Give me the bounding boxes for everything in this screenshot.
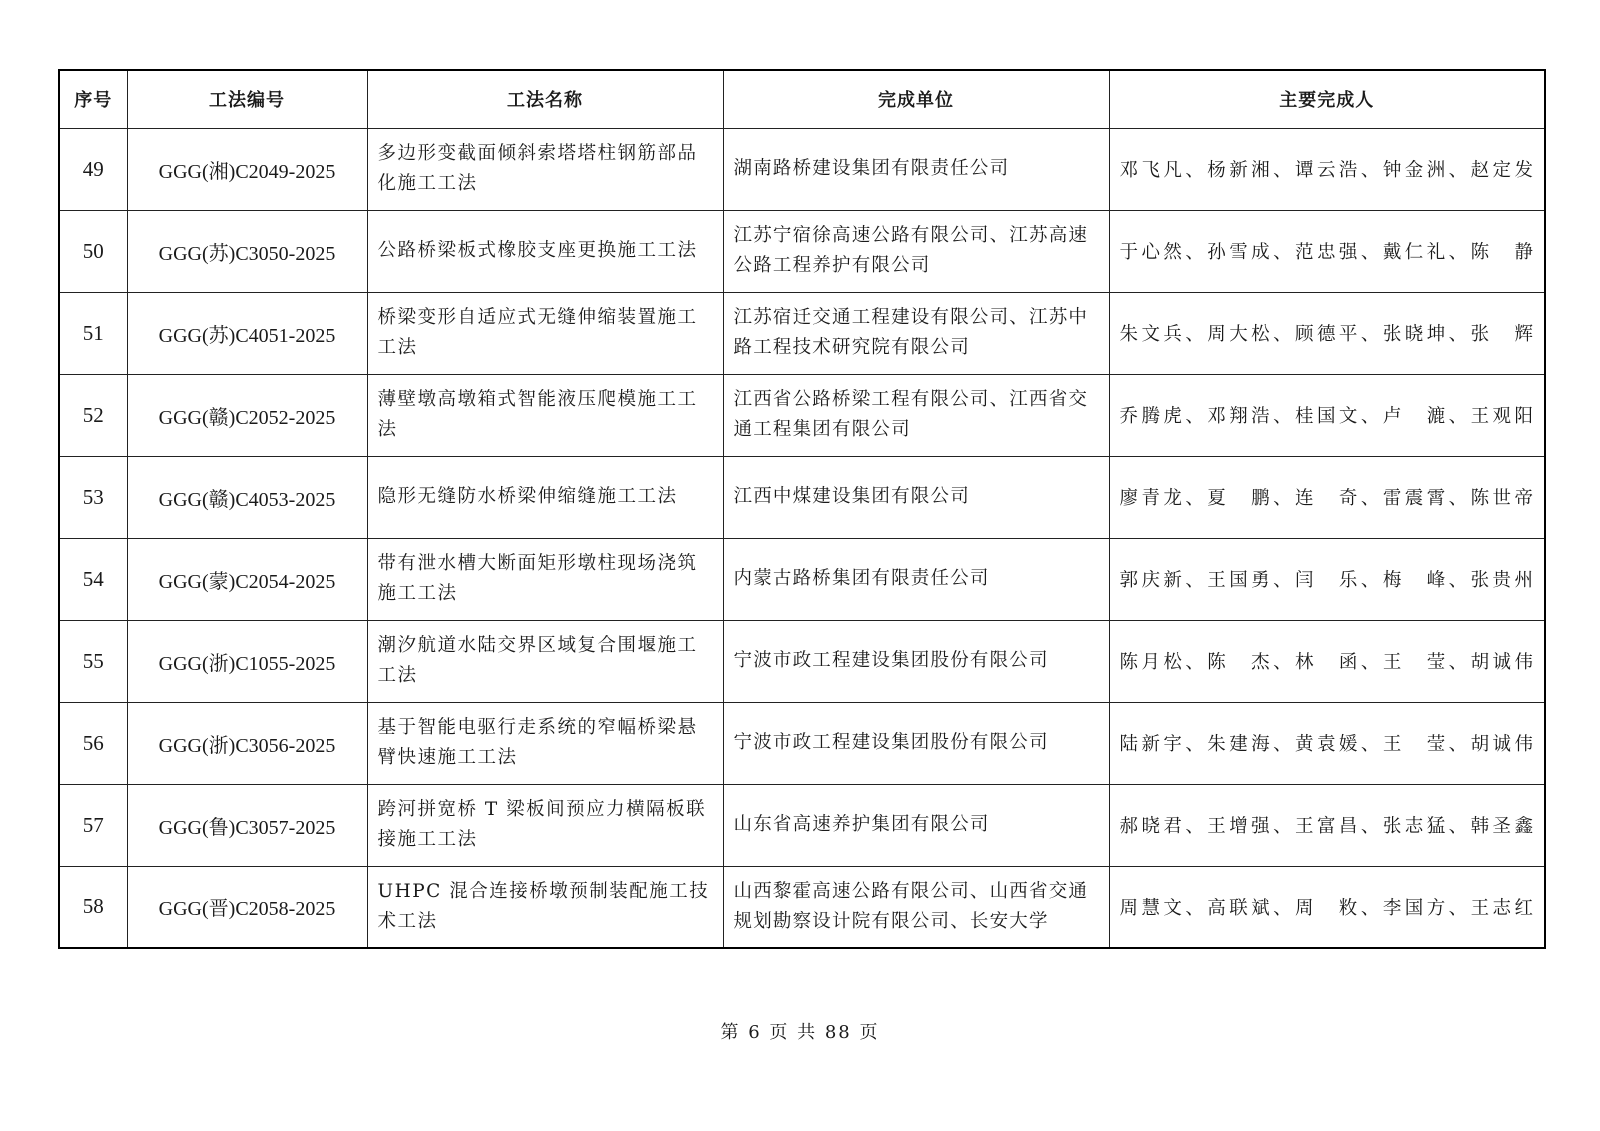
cell-seq: 56 (59, 702, 127, 784)
header-row (59, 70, 1545, 128)
awards-table (58, 69, 1546, 949)
header-people: 主要完成人 (1109, 70, 1545, 128)
header-unit: 完成单位 (723, 70, 1109, 128)
cell-code: GGG(浙)C1055-2025 (127, 620, 367, 702)
cell-seq: 49 (59, 128, 127, 210)
table-row (59, 128, 1545, 210)
cell-unit: 江西省公路桥梁工程有限公司、江西省交通工程集团有限公司 (723, 374, 1109, 456)
cell-name: 桥梁变形自适应式无缝伸缩装置施工工法 (367, 292, 723, 374)
cell-seq: 53 (59, 456, 127, 538)
table-row (59, 866, 1545, 948)
cell-name: 带有泄水槽大断面矩形墩柱现场浇筑施工工法 (367, 538, 723, 620)
cell-people: 邓飞凡、杨新湘、谭云浩、钟金洲、赵定发 (1109, 128, 1545, 210)
table-header (59, 70, 1545, 128)
cell-people: 陈月松、陈 杰、林 函、王 莹、胡诚伟 (1109, 620, 1545, 702)
cell-code: GGG(浙)C3056-2025 (127, 702, 367, 784)
table-body (59, 128, 1545, 948)
cell-unit: 山东省高速养护集团有限公司 (723, 784, 1109, 866)
cell-seq: 50 (59, 210, 127, 292)
cell-seq: 54 (59, 538, 127, 620)
page-number: 第 6 页 共 88 页 (720, 1022, 880, 1043)
header-code: 工法编号 (127, 70, 367, 128)
table-row (59, 374, 1545, 456)
cell-seq: 52 (59, 374, 127, 456)
cell-seq: 51 (59, 292, 127, 374)
cell-people: 朱文兵、周大松、顾德平、张晓坤、张 辉 (1109, 292, 1545, 374)
cell-unit: 山西黎霍高速公路有限公司、山西省交通规划勘察设计院有限公司、长安大学 (723, 866, 1109, 948)
cell-unit: 江苏宿迁交通工程建设有限公司、江苏中路工程技术研究院有限公司 (723, 292, 1109, 374)
cell-people: 于心然、孙雪成、范忠强、戴仁礼、陈 静 (1109, 210, 1545, 292)
cell-unit: 湖南路桥建设集团有限责任公司 (723, 128, 1109, 210)
cell-people: 郭庆新、王国勇、闫 乐、梅 峰、张贵州 (1109, 538, 1545, 620)
cell-seq: 58 (59, 866, 127, 948)
cell-unit: 江苏宁宿徐高速公路有限公司、江苏高速公路工程养护有限公司 (723, 210, 1109, 292)
cell-code: GGG(赣)C2052-2025 (127, 374, 367, 456)
cell-people: 郝晓君、王增强、王富昌、张志猛、韩圣鑫 (1109, 784, 1545, 866)
cell-code: GGG(蒙)C2054-2025 (127, 538, 367, 620)
cell-code: GGG(赣)C4053-2025 (127, 456, 367, 538)
table-row (59, 702, 1545, 784)
cell-code: GGG(晋)C2058-2025 (127, 866, 367, 948)
cell-name: 薄壁墩高墩箱式智能液压爬模施工工法 (367, 374, 723, 456)
cell-name: UHPC 混合连接桥墩预制装配施工技术工法 (367, 866, 723, 948)
cell-unit: 宁波市政工程建设集团股份有限公司 (723, 620, 1109, 702)
cell-unit: 江西中煤建设集团有限公司 (723, 456, 1109, 538)
table-row (59, 292, 1545, 374)
table-row (59, 538, 1545, 620)
cell-name: 跨河拼宽桥 T 梁板间预应力横隔板联接施工工法 (367, 784, 723, 866)
header-name: 工法名称 (367, 70, 723, 128)
header-seq: 序号 (59, 70, 127, 128)
table-row (59, 456, 1545, 538)
cell-unit: 内蒙古路桥集团有限责任公司 (723, 538, 1109, 620)
cell-code: GGG(鲁)C3057-2025 (127, 784, 367, 866)
cell-people: 周慧文、高联斌、周 敉、李国方、王志红 (1109, 866, 1545, 948)
cell-name: 多边形变截面倾斜索塔塔柱钢筋部品化施工工法 (367, 128, 723, 210)
cell-code: GGG(湘)C2049-2025 (127, 128, 367, 210)
cell-unit: 宁波市政工程建设集团股份有限公司 (723, 702, 1109, 784)
table-row (59, 620, 1545, 702)
table-row (59, 784, 1545, 866)
cell-seq: 57 (59, 784, 127, 866)
cell-seq: 55 (59, 620, 127, 702)
cell-name: 隐形无缝防水桥梁伸缩缝施工工法 (367, 456, 723, 538)
cell-name: 基于智能电驱行走系统的窄幅桥梁悬臂快速施工工法 (367, 702, 723, 784)
cell-people: 陆新宇、朱建海、黄袁媛、王 莹、胡诚伟 (1109, 702, 1545, 784)
cell-people: 乔腾虎、邓翔浩、桂国文、卢 漉、王观阳 (1109, 374, 1545, 456)
cell-code: GGG(苏)C3050-2025 (127, 210, 367, 292)
cell-name: 公路桥梁板式橡胶支座更换施工工法 (367, 210, 723, 292)
cell-people: 廖青龙、夏 鹏、连 奇、雷震霄、陈世帝 (1109, 456, 1545, 538)
cell-code: GGG(苏)C4051-2025 (127, 292, 367, 374)
cell-name: 潮汐航道水陆交界区域复合围堰施工工法 (367, 620, 723, 702)
table-row (59, 210, 1545, 292)
